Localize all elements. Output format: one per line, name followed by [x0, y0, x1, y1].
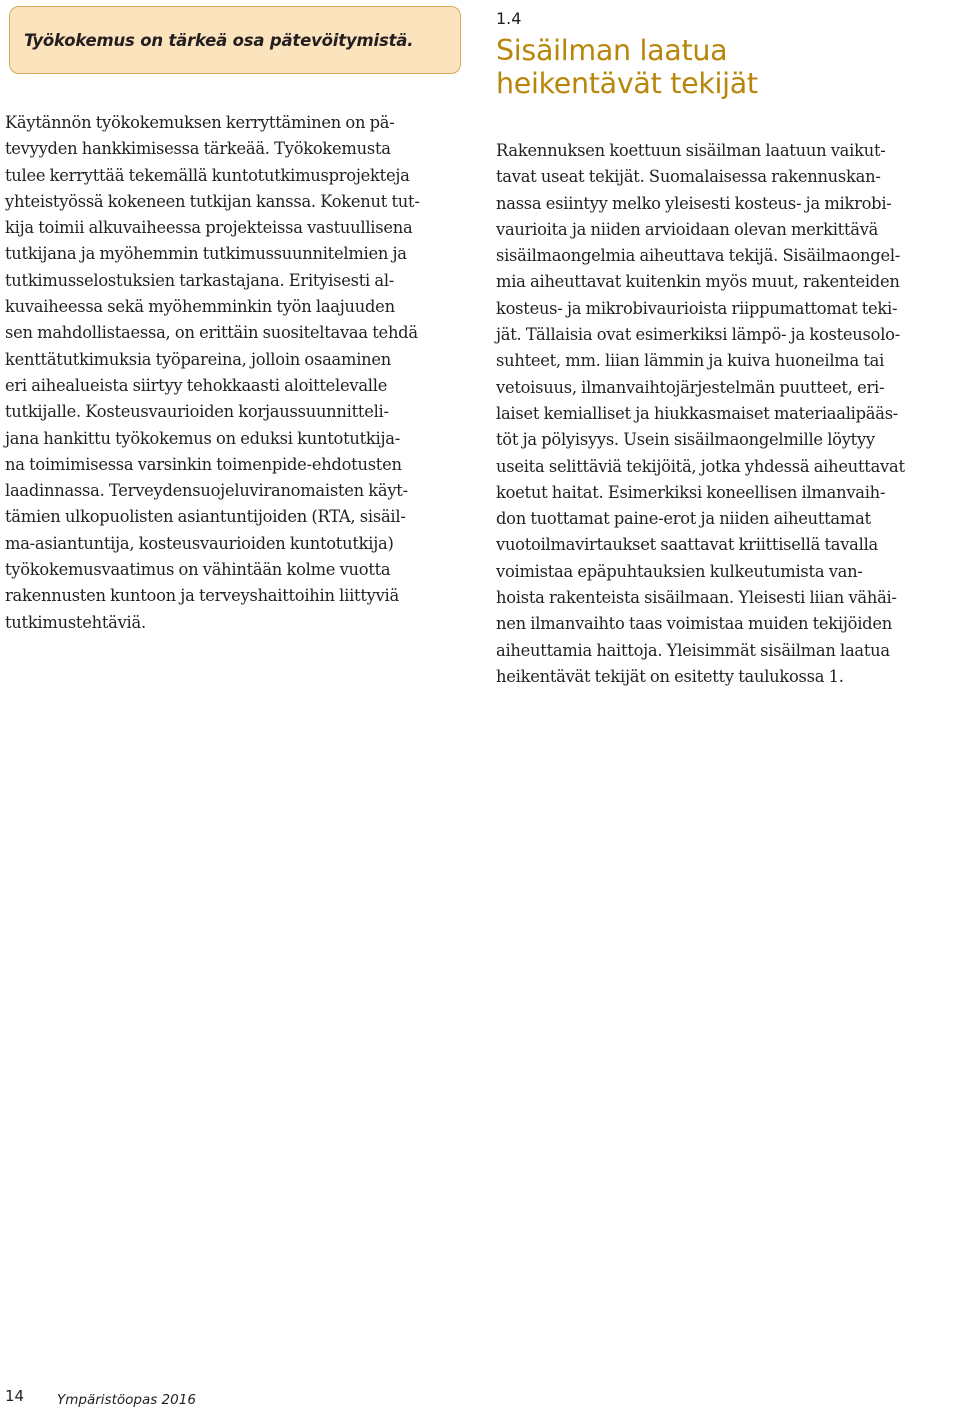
body-line: laiset kemialliset ja hiukkasmaiset materiaalipääs- [496, 403, 899, 423]
body-line: yhteistyössä kokeneen tutkijan kanssa. Kokenut tut- [5, 191, 420, 211]
body-line: tevyyden hankkimisessa tärkeää. Työkokemusta [5, 139, 391, 159]
left-column-body [5, 110, 465, 636]
body-line: kenttätutkimuksia työpareina, jolloin osaaminen [5, 349, 392, 369]
body-line: tutkimusselostuksien tarkastajana. Erityisesti al- [5, 270, 395, 290]
body-line: sen mahdollistaessa, on erittäin suositeltavaa tehdä [5, 323, 418, 343]
body-line: tutkijalle. Kosteusvaurioiden korjaussuunnitteli- [5, 402, 389, 422]
body-line: tutkimustehtäviä. [5, 612, 146, 632]
section-title [496, 34, 758, 100]
body-line: tutkijana ja myöhemmin tutkimussuunnitelmien ja [5, 244, 407, 264]
body-line: tavat useat tekijät. Suomalaisessa rakennuskan- [496, 167, 881, 187]
body-line: don tuottamat paine-erot ja niiden aiheuttamat [496, 509, 871, 529]
body-line: heikentävät tekijät on esitetty taulukossa 1. [496, 666, 844, 686]
body-line: rakennusten kuntoon ja terveyshaittoihin liittyviä [5, 586, 399, 606]
body-line: tämien ulkopuolisten asiantuntijoiden (RTA, sisäil- [5, 507, 406, 527]
page-number: 14 [5, 1387, 25, 1405]
publication-name: Ympäristöopas 2016 [57, 1392, 196, 1408]
body-line: vaurioita ja niiden arvioidaan olevan merkittävä [496, 219, 879, 239]
body-line: nassa esiintyy melko yleisesti kosteus- ja mikrobi- [496, 193, 892, 213]
callout-text: Työkokemus on tärkeä osa pätevöitymistä. [24, 30, 414, 50]
right-column-body [496, 138, 958, 690]
callout-box [9, 6, 461, 74]
body-line: Käytännön työkokemuksen kerryttäminen on pä- [5, 113, 395, 132]
body-line: kuvaiheessa sekä myöhemminkin työn laajuuden [5, 297, 395, 317]
body-line: useita selittäviä tekijöitä, jotka yhdessä aiheuttavat [496, 456, 905, 476]
body-line: sisäilmaongelmia aiheuttava tekijä. Sisäilmaongel- [496, 246, 901, 266]
body-line: na toimimisessa varsinkin toimenpide-ehdotusten [5, 454, 402, 474]
body-line: vuotoilmavirtaukset saattavat kriittisellä tavalla [496, 535, 878, 555]
body-line: koetut haitat. Esimerkiksi koneellisen ilmanvaih- [496, 482, 886, 502]
body-line: hoista rakenteista sisäilmaan. Yleisesti liian vähäi- [496, 588, 897, 608]
section-title-line: heikentävät tekijät [496, 67, 758, 100]
body-line: nen ilmanvaihto taas voimistaa muiden tekijöiden [496, 614, 892, 634]
body-line: suhteet, mm. liian lämmin ja kuiva huoneilma tai [496, 351, 885, 371]
body-line: työkokemusvaatimus on vähintään kolme vuotta [5, 560, 391, 580]
body-line: aiheuttamia haittoja. Yleisimmät sisäilman laatua [496, 640, 890, 660]
body-line: vetoisuus, ilmanvaihtojärjestelmän puutteet, eri- [496, 377, 885, 397]
body-line: töt ja pölyisyys. Usein sisäilmaongelmille löytyy [496, 430, 875, 450]
section-number: 1.4 [496, 9, 522, 28]
body-line: laadinnassa. Terveydensuojeluviranomaisten käyt- [5, 481, 408, 501]
body-line: mia aiheuttavat kuitenkin myös muut, rakenteiden [496, 272, 900, 292]
body-line: Rakennuksen koettuun sisäilman laatuun vaikut- [496, 141, 886, 160]
body-line: jana hankittu työkokemus on eduksi kuntotutkija- [5, 428, 400, 448]
body-line: tulee kerryttää tekemällä kuntotutkimusprojekteja [5, 165, 410, 185]
section-title-line: Sisäilman laatua [496, 34, 728, 67]
body-line: kosteus- ja mikrobivaurioista riippumattomat teki- [496, 298, 898, 318]
body-line: voimistaa epäpuhtauksien kulkeutumista van- [496, 561, 863, 581]
body-line: eri aihealueista siirtyy tehokkaasti aloittelevalle [5, 375, 388, 395]
body-line: ma-asiantuntija, kosteusvaurioiden kuntotutkija) [5, 533, 394, 553]
body-line: jät. Tällaisia ovat esimerkiksi lämpö- ja kosteusolo- [496, 325, 900, 345]
body-line: kija toimii alkuvaiheessa projekteissa vastuullisena [5, 218, 413, 238]
